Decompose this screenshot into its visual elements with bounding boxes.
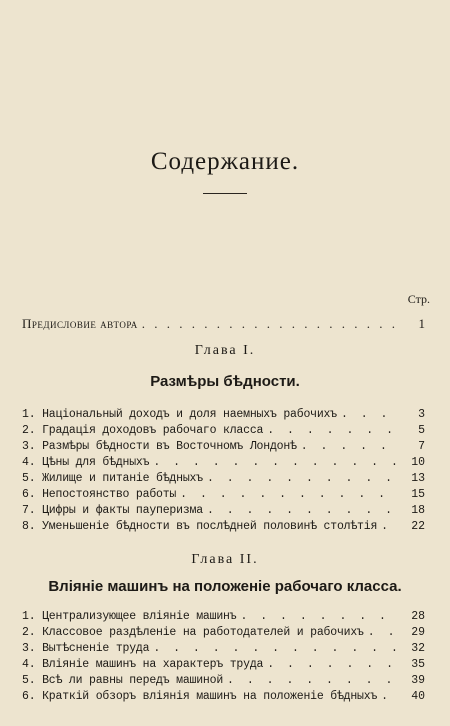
toc-entry-label: 8. Уменьшеніе бѣдности въ послѣдней половинѣ столѣтія <box>22 520 378 533</box>
toc-entry-label: 3. Размѣры бѣдности въ Восточномъ Лондонѣ <box>22 440 297 453</box>
toc-entry-label: 5. Всѣ ли равны передъ машиной <box>22 674 224 687</box>
toc-entry-page: 15 <box>411 488 425 501</box>
toc-entry-label: 5. Жилище и питаніе бѣдныхъ <box>22 472 203 485</box>
toc-entry[interactable] <box>22 626 425 642</box>
toc-entry-label: 7. Цифры и факты пауперизма <box>22 504 203 517</box>
toc-entry-page: 22 <box>411 520 425 533</box>
dot-leader <box>142 316 399 332</box>
toc-entry-page: 7 <box>418 440 425 453</box>
toc-entry-label: 2. Градація доходовъ рабочаго класса <box>22 424 264 437</box>
toc-entry-page: 32 <box>411 642 425 655</box>
toc-entry-page: 1 <box>418 316 425 331</box>
dot-leader <box>267 658 399 671</box>
dot-leader <box>207 472 399 485</box>
chapter-2-label: Глава II. <box>191 552 259 567</box>
toc-entry[interactable] <box>22 674 425 690</box>
toc-entry-label: 3. Вытѣсненіе труда <box>22 642 150 655</box>
chapter-1-title: Размѣры бѣдности. <box>150 373 300 390</box>
toc-entry[interactable] <box>22 456 425 472</box>
toc-entry-page: 40 <box>411 690 425 703</box>
toc-entry-page: 29 <box>411 626 425 639</box>
toc-entry-page: 18 <box>411 504 425 517</box>
chapter-2-title: Вліяніе машинъ на положеніе рабочаго класса. <box>48 578 402 595</box>
toc-entry-label: 6. Краткій обзоръ вліянія машинъ на положеніе бѣдныхъ <box>22 690 378 703</box>
dot-leader <box>301 440 399 453</box>
toc-entry-preface[interactable] <box>22 316 425 332</box>
page-title: Содержание. <box>150 148 300 175</box>
toc-entry[interactable] <box>22 520 425 536</box>
toc-entry-label: 6. Непостоянство работы <box>22 488 177 501</box>
dot-leader <box>381 520 399 533</box>
toc-entry[interactable] <box>22 472 425 488</box>
toc-entry-page: 28 <box>411 610 425 623</box>
toc-entry[interactable] <box>22 642 425 658</box>
dot-leader <box>267 424 399 437</box>
toc-entry[interactable] <box>22 690 425 706</box>
toc-entry[interactable] <box>22 488 425 504</box>
dot-leader <box>341 408 399 421</box>
toc-entry[interactable] <box>22 408 425 424</box>
toc-entry[interactable] <box>22 440 425 456</box>
toc-entry-label: 4. Цѣны для бѣдныхъ <box>22 456 150 469</box>
dot-leader <box>180 488 399 501</box>
dot-leader <box>153 642 399 655</box>
toc-entry-label: 1. Централизующее вліяніе машинъ <box>22 610 237 623</box>
dot-leader <box>240 610 399 623</box>
page-column-label: Стр. <box>407 292 430 306</box>
dot-leader <box>153 456 399 469</box>
toc-entry-page: 13 <box>411 472 425 485</box>
toc-entry-label: 4. Вліяніе машинъ на характеръ труда <box>22 658 264 671</box>
toc-entry-label: Предисловие автора <box>22 316 138 331</box>
toc-entry-page: 39 <box>411 674 425 687</box>
dot-leader <box>381 690 399 703</box>
toc-entry-page: 5 <box>418 424 425 437</box>
chapter-1-label: Глава I. <box>194 343 256 358</box>
dot-leader <box>227 674 399 687</box>
toc-entry-label: 2. Классовое раздѣленіе на работодателей и рабочихъ <box>22 626 364 639</box>
toc-entry[interactable] <box>22 504 425 520</box>
toc-entry-page: 3 <box>418 408 425 421</box>
toc-entry[interactable] <box>22 424 425 440</box>
toc-entry-page: 35 <box>411 658 425 671</box>
dot-leader <box>207 504 399 517</box>
toc-entry-page: 10 <box>411 456 425 469</box>
toc-entry[interactable] <box>22 610 425 626</box>
toc-entry[interactable] <box>22 658 425 674</box>
title-divider <box>203 193 247 194</box>
toc-entry-label: 1. Національный доходъ и доля наемныхъ рабочихъ <box>22 408 337 421</box>
dot-leader <box>368 626 399 639</box>
